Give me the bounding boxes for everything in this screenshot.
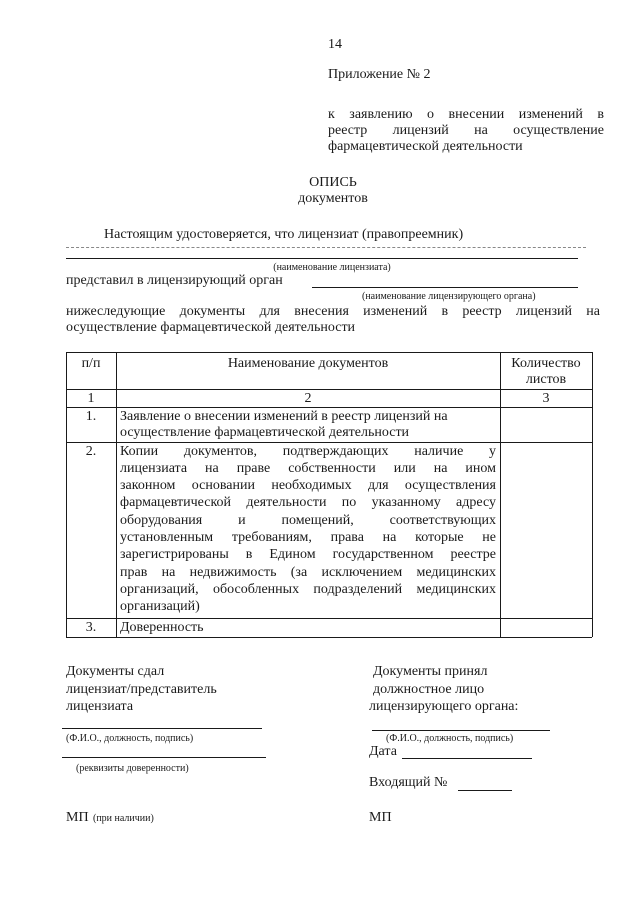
authority-caption: (наименование лицензирующего органа) [362,291,536,302]
submitter-sign-caption: (Ф.И.О., должность, подпись) [66,733,194,744]
licensee-line [66,258,578,259]
column-number: 1 [87,391,95,406]
appendix-line: к заявлению о внесении изменений в [328,107,604,122]
row-text-line: организаций, обособленных подразделений медицинских [120,582,496,597]
table-rule [66,389,592,390]
appendix-title: Приложение № 2 [328,67,431,82]
header-name: Наименование документов [227,356,389,371]
row-text-line: Заявление о внесении изменений в реестр лицензий на [120,409,448,424]
certify-text: Настоящим удостоверяется, что лицензиат (правопреемник) [104,227,464,242]
row-text-line: Доверенность [120,620,204,635]
column-number: 2 [304,391,312,406]
receiver-sign-line [372,730,550,731]
submitter-label: лицензиат/представитель [66,682,217,697]
date-label: Дата [369,744,397,759]
header-qty: Количество [511,356,581,371]
row-text-line: оборудования и помещений, соответствующих [120,513,496,528]
table-border [66,637,592,638]
submitter-sign-line [62,728,262,729]
intro-line: осуществление фармацевтической деятельности [66,320,356,335]
column-number: 3 [542,391,550,406]
appendix-line: фармацевтической деятельности [328,139,523,154]
row-text-line: законном основании необходимых для осуществления [120,478,496,493]
row-number: 1. [85,409,97,424]
submitter-label: лицензиата [66,699,134,714]
row-number: 2. [85,444,97,459]
submitter-label: Документы сдал [66,664,165,679]
receiver-label: Документы принял [373,664,488,679]
licensee-caption: (наименование лицензиата) [273,262,391,273]
row-text-line: осуществление фармацевтической деятельности [120,425,410,440]
row-text-line: прав на недвижимость (за исключением медицинских [120,565,496,580]
row-text-line: зарегистрированы в Едином государственном реестре [120,547,496,562]
proxy-line [62,757,266,758]
header-qty: листов [525,372,567,387]
row-text-line: Копии документов, подтверждающих наличие у [120,444,496,459]
row-text-line: лицензиата на праве собственности или на ином [120,461,496,476]
intro-line: нижеследующие документы для внесения изменений в реестр лицензий на [66,304,600,319]
appendix-line: реестр лицензий на осуществление [328,123,604,138]
stamp-label: МП [66,810,89,825]
submitted-text: представил в лицензирующий орган [66,273,283,288]
table-rule [66,618,592,619]
row-text-line: установленным требованиям, права на которые не [120,530,496,545]
table-border [66,352,592,353]
receiver-sign-caption: (Ф.И.О., должность, подпись) [386,733,514,744]
row-number: 3. [85,620,97,635]
receiver-stamp-label: МП [369,810,392,825]
certify-dashed-line [66,247,586,248]
receiver-label: лицензирующего органа: [369,699,519,714]
document-title: ОПИСЬ [309,175,357,190]
incoming-number-line [458,790,512,791]
page-number: 14 [328,37,342,52]
stamp-note: (при наличии) [93,813,154,824]
header-num: п/п [81,356,101,371]
table-rule [66,442,592,443]
row-text-line: организаций) [120,599,200,614]
date-line [402,758,532,759]
table-border [592,352,593,637]
row-text-line: фармацевтической деятельности по указанному адресу [120,495,496,510]
proxy-caption: (реквизиты доверенности) [76,763,189,774]
incoming-number-label: Входящий № [369,775,448,790]
authority-line [312,287,578,288]
table-rule [66,407,592,408]
receiver-label: должностное лицо [373,682,485,697]
document-subtitle: документов [298,191,368,206]
